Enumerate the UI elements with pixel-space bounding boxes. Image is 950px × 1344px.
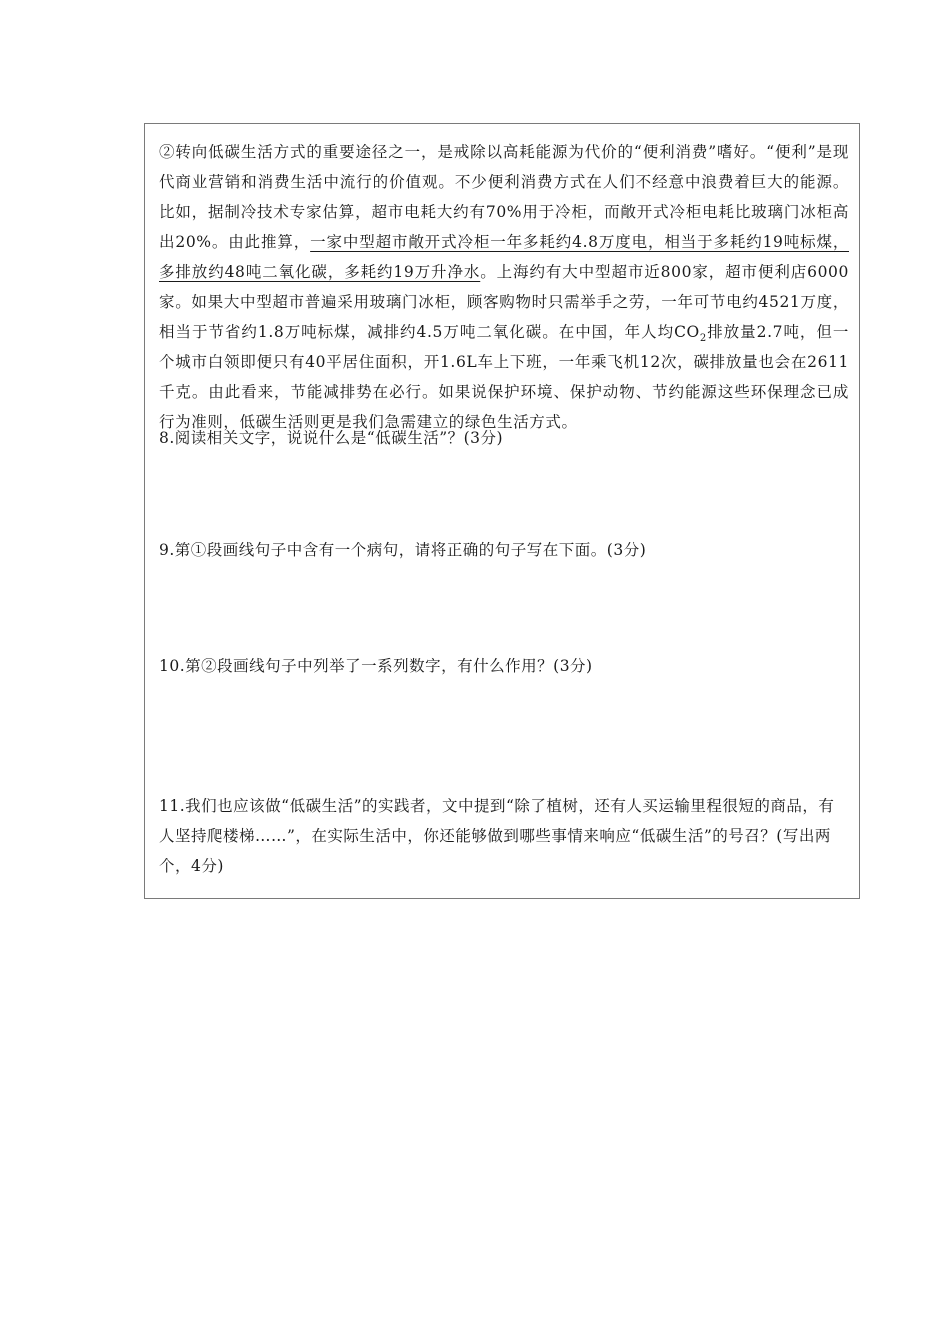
passage-text-1: ②转向低碳生活方式的重要途径之一，是戒除以高耗能源为代价的“便利消费”嗜好。“便利”是现代商业营销和消费生活中流行的价值观。不少便利消费方式在人们不经意中浪费着巨大的能源。比如，据制冷技术专家估算，超市电耗大约有70%用于冷柜，而敞开式冷柜电耗比玻璃门冰柜高出20%。由此推算，: [159, 143, 849, 251]
question-10: 10.第②段画线句子中列举了一系列数字，有什么作用？(3分): [159, 657, 593, 675]
answer-space-9[interactable]: [159, 568, 849, 648]
reading-passage: [159, 137, 849, 437]
question-11: 11.我们也应该做“低碳生活”的实践者，文中提到“除了植树，还有人买运输里程很短的商品，有人坚持爬楼梯……”，在实际生活中，你还能够做到哪些事情来响应“低碳生活”的号召？(写出两个，4分): [159, 797, 835, 875]
scanned-exam-box: [144, 123, 860, 899]
question-8: 8.阅读相关文字，说说什么是“低碳生活”？(3分): [159, 429, 504, 447]
co2-subscript: 2: [699, 333, 707, 345]
passage-text-3: 排放量2.7吨，但一个城市白领即便只有40平居住面积，开1.6L车上下班，一年乘飞机12次，碳排放量也会在2611千克。由此看来，节能减排势在必行。如果说保护环境、保护动物、节约能源这些环保理念已成行为准则，低碳生活则更是我们急需建立的绿色生活方式。: [159, 323, 849, 431]
passage-text-2: 。上海约有大中型超市近800家，超市便利店6000家。如果大中型超市普遍采用玻璃门冰柜，顾客购物时只需举手之劳，一年可节电约4521万度，相当于节省约1.8万吨标煤，减排约4.5万吨二氧化碳。在中国，年人均CO: [159, 263, 849, 341]
answer-space-8[interactable]: [159, 456, 849, 532]
question-9: 9.第①段画线句子中含有一个病句，请将正确的句子写在下面。(3分): [159, 541, 647, 559]
underlined-sentence: 一家中型超市敞开式冷柜一年多耗约4.8万度电，相当于多耗约19吨标煤，多排放约48吨二氧化碳，多耗约19万升净水: [159, 233, 849, 281]
answer-space-10[interactable]: [159, 684, 849, 788]
